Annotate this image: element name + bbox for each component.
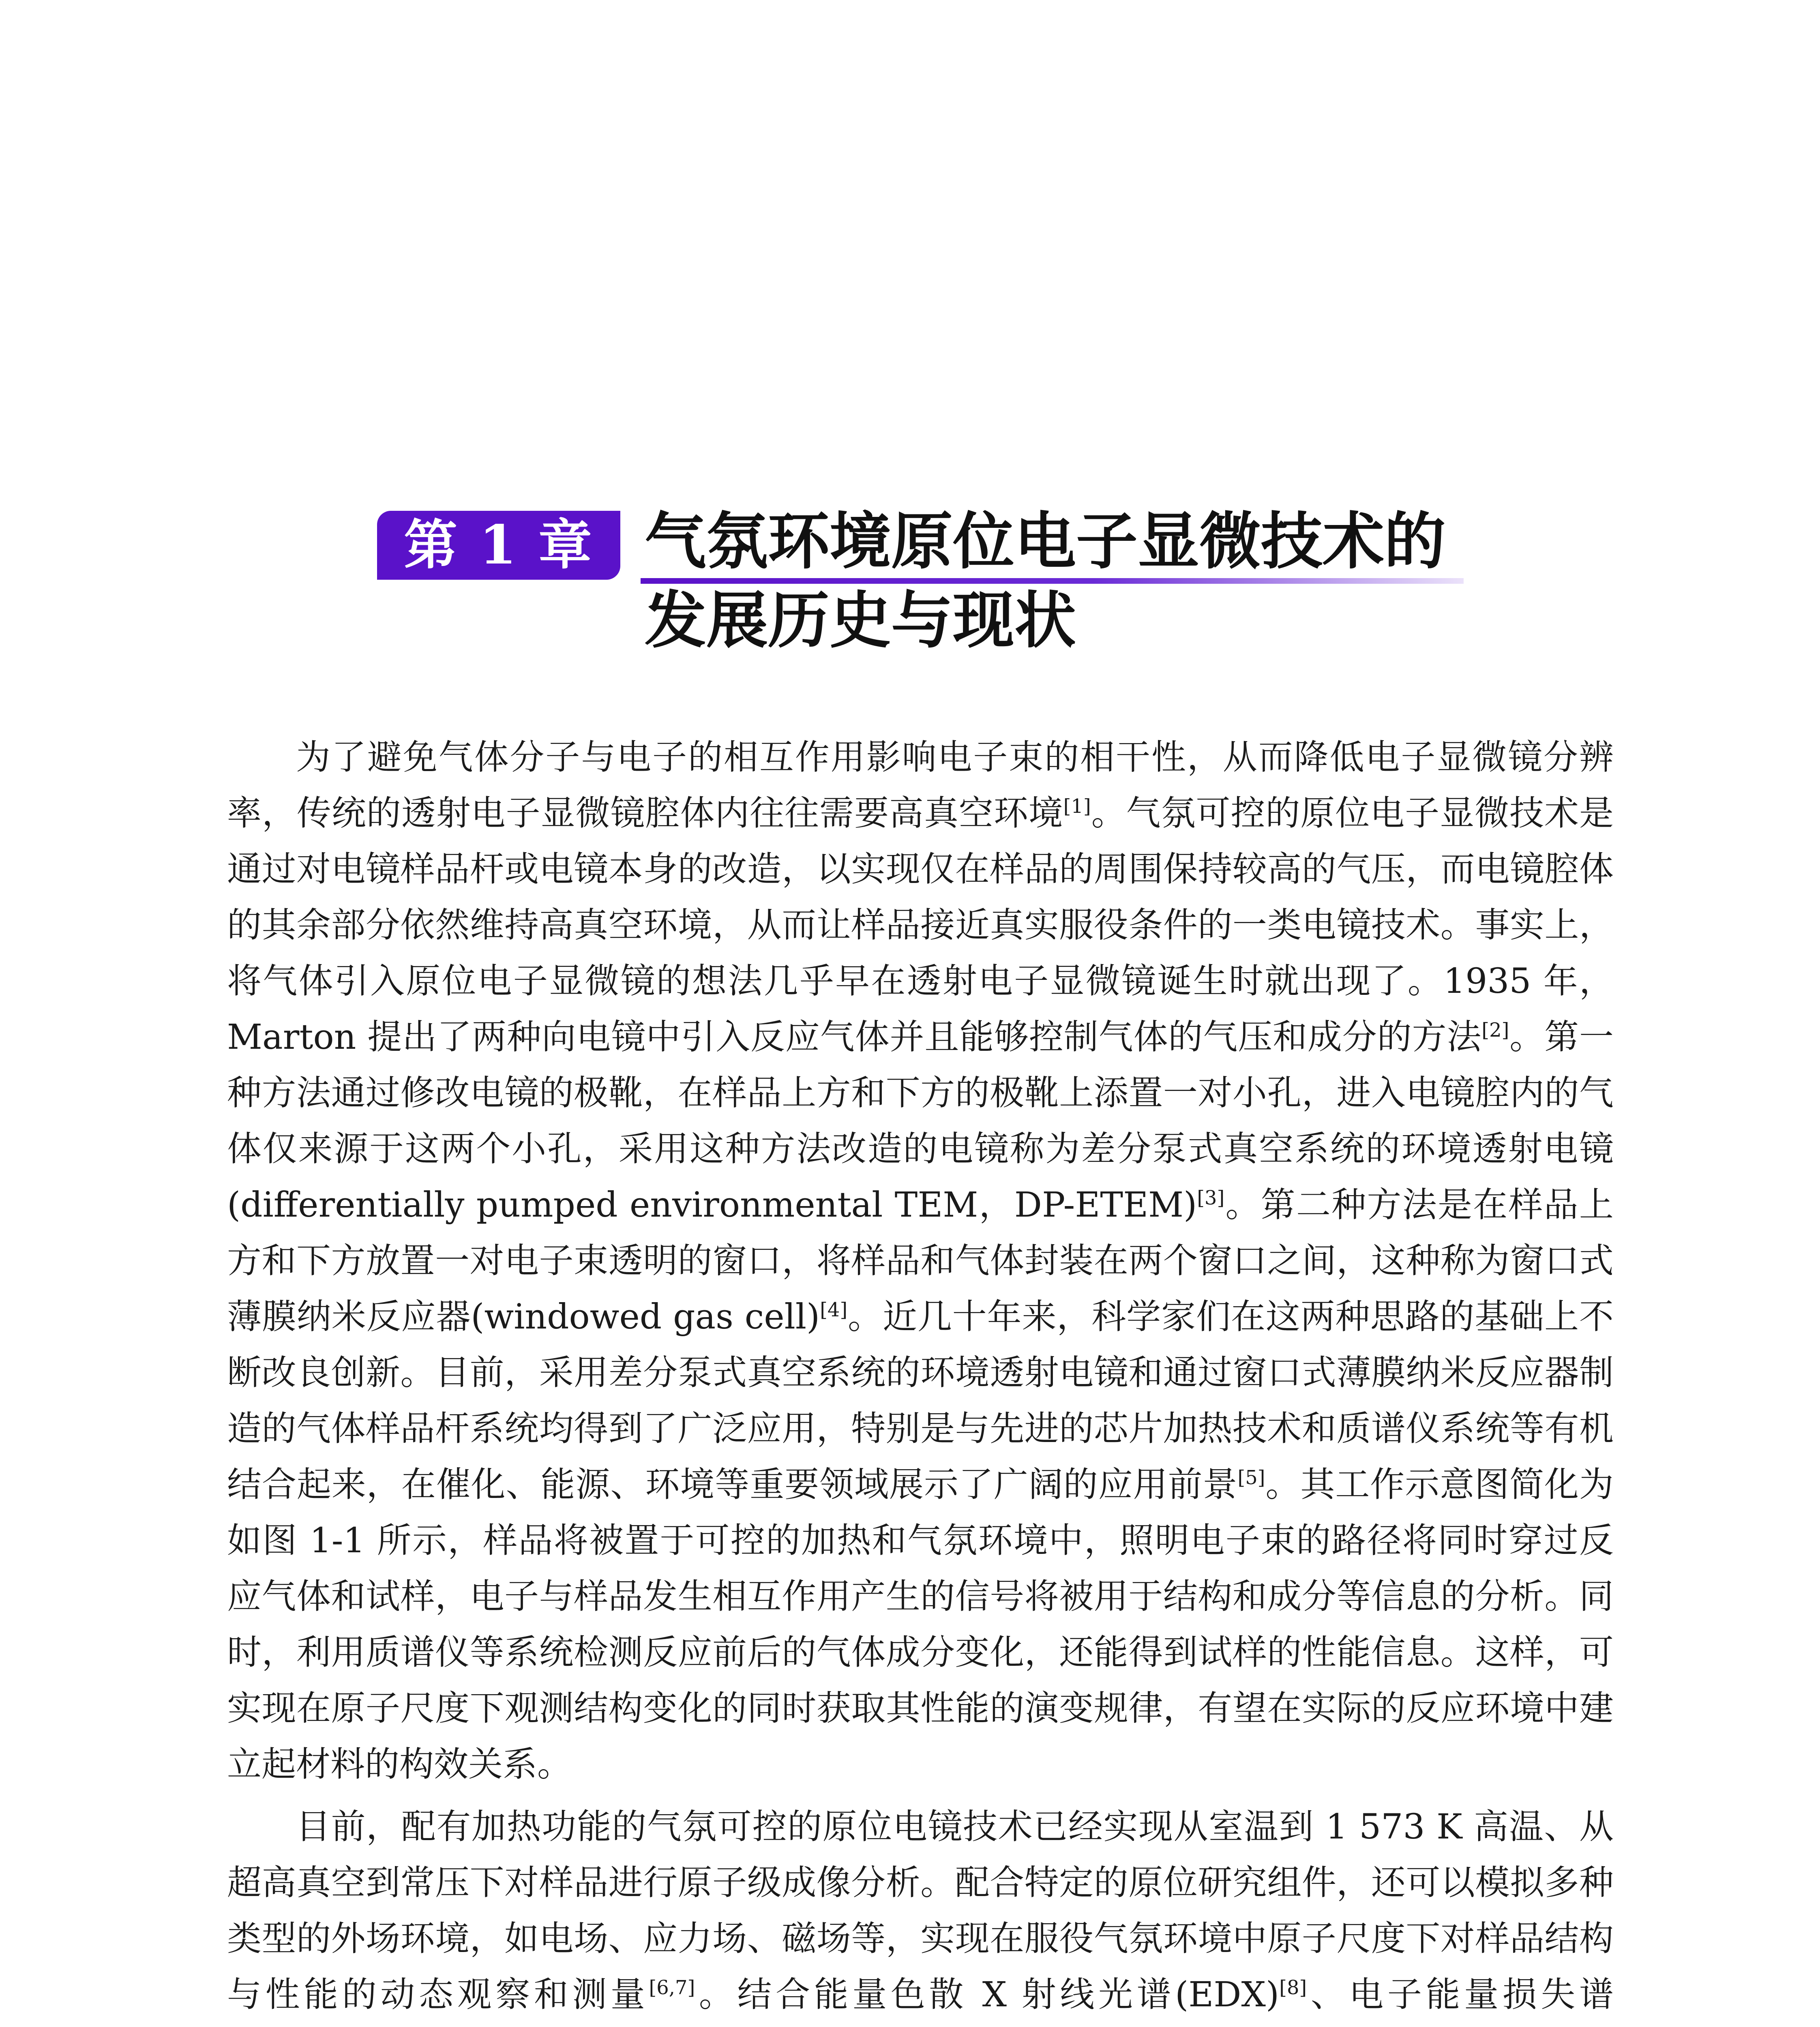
text-run: 。其工作示意图简化为如图 1-1 所示，样品将被置于可控的加热和气氛环境中，照明电子束的路径将同时穿过反应气体和试样，电子与样品发生相互作用产生的信号将被用于结构和成分等信息的分析。同时，利用质谱仪等系统检测反应前后的气体成分变化，还能得到试样的性能信息。这样，可实现在原子尺度下观测结构变化的同时获取其性能的演变规律，有望在实际的反应环境中建立起材料的构效关系。	[227, 1465, 1614, 1785]
citation-reference: [4]	[820, 1298, 848, 1321]
text-run: 目前，配有加热功能的气氛可控的原位电镜技术已经实现从室温到 1 573 K 高温、从超高真空到常压下对样品进行原子级成像分析。配合特定的原位研究组件，还可以模拟多种类型的外场环境，如电场、应力场、磁场等，实现在服役气氛环境中原子尺度下对样品结构与性能的动态观察和测量	[227, 1807, 1614, 2015]
citation-reference: [2]	[1481, 1019, 1509, 1041]
text-run: 。近几十年来，科学家们在这两种思路的基础上不断改良创新。目前，采用差分泵式真空系统的环境透射电镜和通过窗口式薄膜纳米反应器制造的气体样品杆系统均得到了广泛应用，特别是与先进的芯片加热技术和质谱仪系统等有机结合起来，在催化、能源、环境等重要领域展示了广阔的应用前景	[227, 1297, 1614, 1505]
title-underline-rule	[641, 578, 1464, 584]
citation-reference: [5]	[1237, 1466, 1265, 1489]
citation-reference: [6,7]	[649, 1976, 695, 1999]
text-run: 。第一种方法通过修改电镜的极靴，在样品上方和下方的极靴上添置一对小孔，进入电镜腔内的气体仅来源于这两个小孔，采用这种方法改造的电镜称为差分泵式真空系统的环境透射电镜(differentially pumped environmental TEM，DP-ETEM)	[227, 1017, 1614, 1225]
text-run: 为了避免气体分子与电子的相互作用影响电子束的相干性，从而降低电子显微镜分辨率，传统的透射电子显微镜腔体内往往需要高真空环境	[227, 737, 1614, 834]
chapter-title-line-2: 发展历史与现状	[645, 584, 1076, 656]
text-run: 。气氛可控的原位电子显微技术是通过对电镜样品杆或电镜本身的改造，以实现仅在样品的周围保持较高的气压，而电镜腔体的其余部分依然维持高真空环境，从而让样品接近真实服役条件的一类电镜技术。事实上，将气体引入原位电子显微镜的想法几乎早在透射电子显微镜诞生时就出现了。1935 年，Marton 提出了两种向电镜中引入反应气体并且能够控制气体的气压和成分的方法	[227, 793, 1614, 1057]
chapter-number-badge: 第 1 章	[377, 511, 620, 580]
citation-reference: [8]	[1279, 1976, 1307, 1999]
text-run: 。结合能量色散 X 射线光谱(EDX)	[695, 1975, 1280, 2015]
chapter-header	[377, 499, 1472, 669]
body-text	[227, 730, 1614, 2027]
text-run: 、电子能量损失谱	[1307, 1975, 1614, 2015]
citation-reference: [3]	[1197, 1187, 1225, 1209]
text-run: 。第二种方法是在样品上方和下方放置一对电子束透明的窗口，将样品和气体封装在两个窗口之间，这种称为窗口式薄膜纳米反应器(windowed gas cell)	[227, 1185, 1614, 1337]
chapter-title-line-1: 气氛环境原位电子显微技术的	[645, 505, 1446, 577]
paragraph-2	[227, 1799, 1614, 2027]
citation-reference: [1]	[1063, 795, 1091, 818]
paragraph-1	[227, 730, 1614, 1793]
